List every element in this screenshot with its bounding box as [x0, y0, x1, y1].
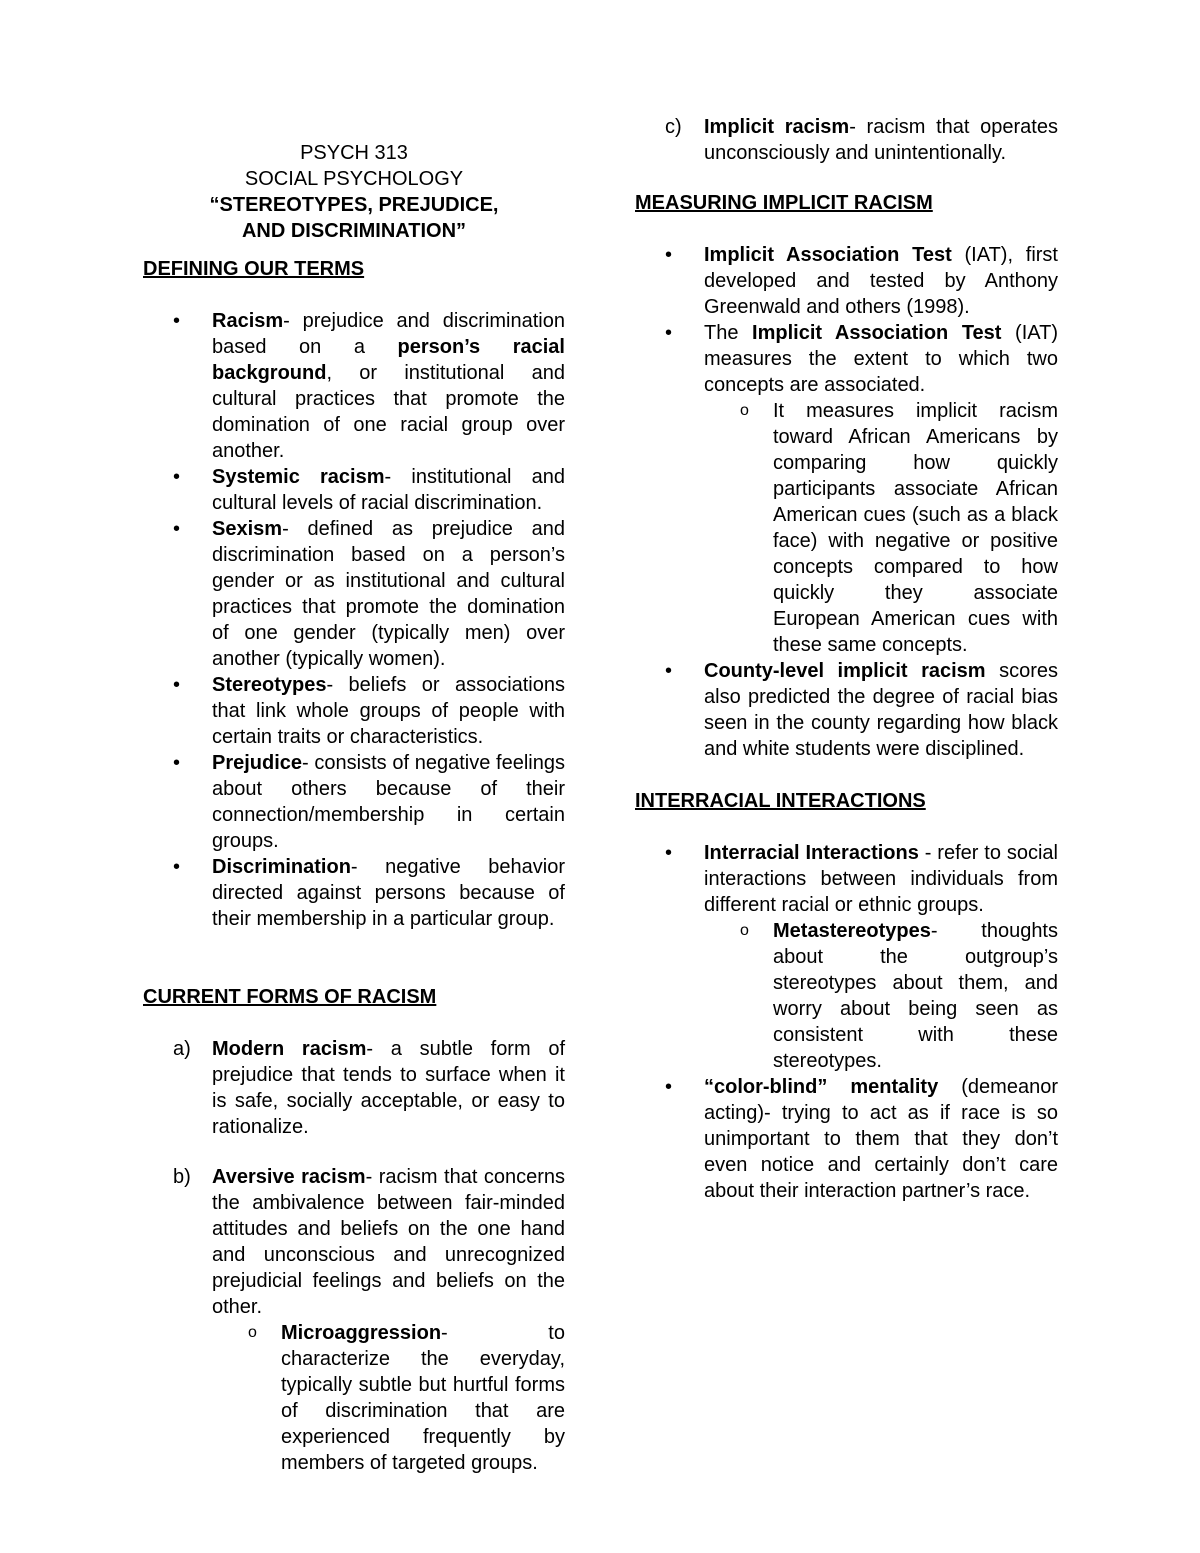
list-marker: a)	[173, 1038, 191, 1060]
list-marker: b)	[173, 1166, 191, 1188]
sub-list-item	[704, 918, 1058, 1074]
list-item	[143, 1164, 565, 1476]
term: “color-blind” mentality	[704, 1076, 939, 1098]
list-item	[635, 840, 1058, 1074]
course-subject: SOCIAL PSYCHOLOGY	[244, 168, 464, 190]
term: Implicit Association Test	[704, 244, 952, 266]
term: Discrimination	[212, 856, 351, 878]
term: Implicit racism	[704, 116, 850, 138]
definition: - negative behavior directed against persons because of their membership in a particular group.	[212, 856, 565, 930]
definition: - thoughts about the outgroup’s stereotypes about them, and worry about being seen as consistent with these stereotypes.	[773, 920, 1058, 1072]
prefix: The	[704, 322, 753, 344]
definition: - defined as prejudice and discrimination based on a person’s gender or as institutional and cultural practices that promote the domination of one gender (typically men) over another (typically women).	[212, 518, 565, 670]
list-item	[143, 750, 565, 854]
definition: - prejudice and discrimination based on a	[212, 310, 565, 358]
current-forms-list	[143, 1036, 565, 1476]
section-title-measuring: MEASURING IMPLICIT RACISM	[635, 192, 933, 214]
list-item	[635, 114, 1058, 166]
list-item	[635, 658, 1058, 762]
course-code: PSYCH 313	[300, 142, 408, 164]
left-column	[143, 140, 565, 1500]
right-column	[635, 116, 1058, 1230]
defining-terms-list	[143, 308, 565, 932]
document-header	[143, 140, 565, 244]
list-item	[143, 308, 565, 464]
definition: , or institutional and cultural practices that promote the domination of one racial group over another.	[212, 362, 565, 462]
term: Microaggression	[281, 1322, 442, 1344]
term: Modern racism	[212, 1038, 367, 1060]
term: County-level implicit racism	[704, 660, 986, 682]
sub-list	[704, 918, 1058, 1074]
list-item	[143, 1036, 565, 1140]
term: Sexism	[212, 518, 283, 540]
sub-list	[704, 398, 1058, 658]
list-item	[635, 320, 1058, 658]
sub-list-item: o It measures implicit racism toward African Americans by comparing how quickly participants associate African American cues (such as a black face) with negative or positive concepts compared to how quickly they associate European American cues with these same concepts.	[704, 398, 1058, 658]
term: Racism	[212, 310, 284, 332]
definition: - consists of negative feelings about others because of their connection/membership in certain groups.	[212, 752, 565, 852]
section-title-defining: DEFINING OUR TERMS	[143, 258, 365, 280]
term: person’s racial background	[212, 336, 565, 384]
term: Metastereotypes	[773, 920, 931, 942]
list-marker: c)	[665, 116, 682, 138]
list-item	[635, 242, 1058, 320]
term: Aversive racism	[212, 1166, 366, 1188]
definition: - institutional and cultural levels of racial discrimination.	[212, 466, 566, 514]
definition: (demeanor acting)- trying to act as if race is so unimportant to them that they don’t even notice and certainly don’t care about their interaction partner’s race.	[704, 1076, 1058, 1202]
definition: - beliefs or associations that link whole groups of people with certain traits or characteristics.	[212, 674, 565, 748]
section-title-interracial: INTERRACIAL INTERACTIONS	[635, 790, 926, 812]
section-title-current-forms: CURRENT FORMS OF RACISM	[143, 986, 437, 1008]
term: Implicit Association Test	[752, 322, 1002, 344]
definition: (IAT), first developed and tested by Anthony Greenwald and others (1998).	[704, 244, 1058, 318]
definition: - a subtle form of prejudice that tends to surface when it is safe, socially acceptable, or easy to rationalize.	[212, 1038, 566, 1138]
list-item	[143, 516, 565, 672]
definition: - racism that operates unconsciously and unintentionally.	[704, 116, 1058, 164]
term: Systemic racism	[212, 466, 385, 488]
document-title-line1: “STEREOTYPES, PREJUDICE,	[209, 194, 499, 216]
sub-list-item	[212, 1320, 565, 1476]
definition: scores also predicted the degree of racial bias seen in the county regarding how black and white students were disciplined.	[704, 660, 1058, 760]
term: Prejudice	[212, 752, 303, 774]
definition: - to characterize the everyday, typically subtle but hurtful forms of discrimination that are experienced frequently by members of targeted groups.	[281, 1322, 565, 1474]
current-forms-list-continued	[635, 114, 1058, 166]
definition: (IAT) measures the extent to which two concepts are associated.	[704, 322, 1058, 396]
measuring-list	[635, 242, 1058, 762]
list-item	[143, 854, 565, 932]
interracial-list	[635, 840, 1058, 1204]
sub-list	[212, 1320, 565, 1476]
list-item	[143, 464, 565, 516]
list-item	[143, 672, 565, 750]
term: Stereotypes	[212, 674, 327, 696]
definition: - refer to social interactions between individuals from different racial or ethnic groups.	[704, 842, 1058, 916]
definition: - racism that concerns the ambivalence between fair-minded attitudes and beliefs on the one hand and unconscious and unrecognized prejudicial feelings and beliefs on the other.	[212, 1166, 565, 1318]
list-item	[635, 1074, 1058, 1204]
term: Interracial Interactions	[704, 842, 919, 864]
document-title-line2: AND DISCRIMINATION”	[241, 220, 467, 242]
